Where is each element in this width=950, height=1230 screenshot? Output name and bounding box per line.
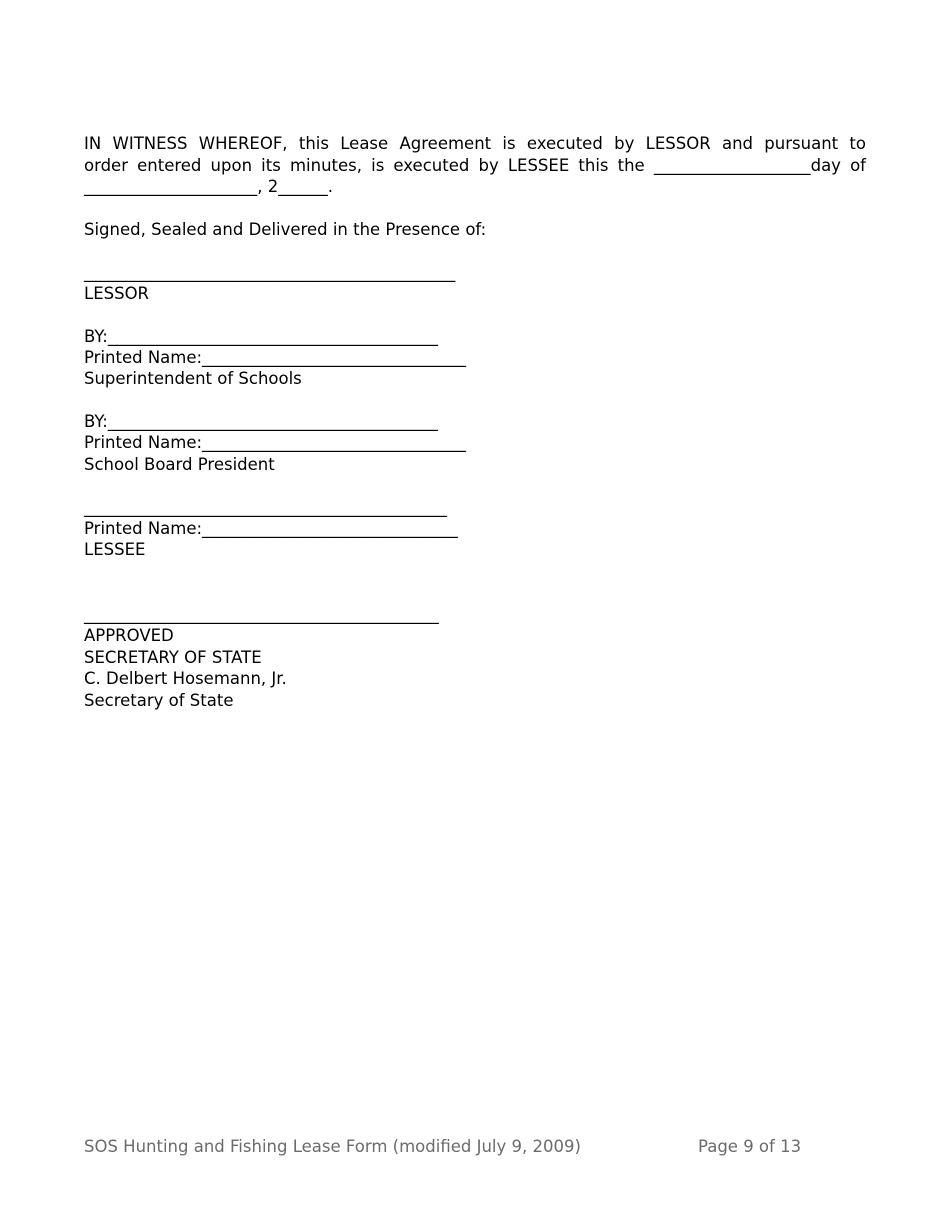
lessee-printed-name-line: Printed Name:_______________________________: [84, 519, 458, 538]
witness-line-2: order entered upon its minutes, is executed by LESSEE this the ___________________day of: [84, 155, 866, 175]
superintendent-title: Superintendent of Schools: [84, 369, 302, 388]
president-printed-name-line: Printed Name:________________________________: [84, 433, 467, 452]
superintendent-printed-name-line: Printed Name:________________________________: [84, 348, 467, 367]
witness-paragraph: [84, 133, 866, 198]
superintendent-by-line: BY:________________________________________: [84, 327, 438, 346]
lessor-label: LESSOR: [84, 284, 150, 303]
president-title: School Board President: [84, 455, 275, 474]
presence-statement: Signed, Sealed and Delivered in the Presence of:: [84, 220, 487, 239]
witness-line-1: IN WITNESS WHEREOF, this Lease Agreement is executed by LESSOR and pursuant to: [84, 134, 866, 153]
footer-form-name: SOS Hunting and Fishing Lease Form (modified July 9, 2009): [84, 1137, 581, 1156]
witness-line-3: _____________________, 2______.: [84, 177, 333, 196]
lessee-label: LESSEE: [84, 540, 146, 559]
approval-signature-line: ___________________________________________: [84, 605, 439, 624]
secretary-title: Secretary of State: [84, 691, 234, 710]
lessee-signature-line: ____________________________________________: [84, 498, 447, 517]
secretary-office-label: SECRETARY OF STATE: [84, 648, 262, 667]
secretary-name: C. Delbert Hosemann, Jr.: [84, 669, 287, 688]
footer-page-number: Page 9 of 13: [698, 1137, 802, 1156]
president-by-line: BY:________________________________________: [84, 412, 438, 431]
lessor-signature-line: _____________________________________________: [84, 263, 456, 282]
approved-label: APPROVED: [84, 626, 174, 645]
